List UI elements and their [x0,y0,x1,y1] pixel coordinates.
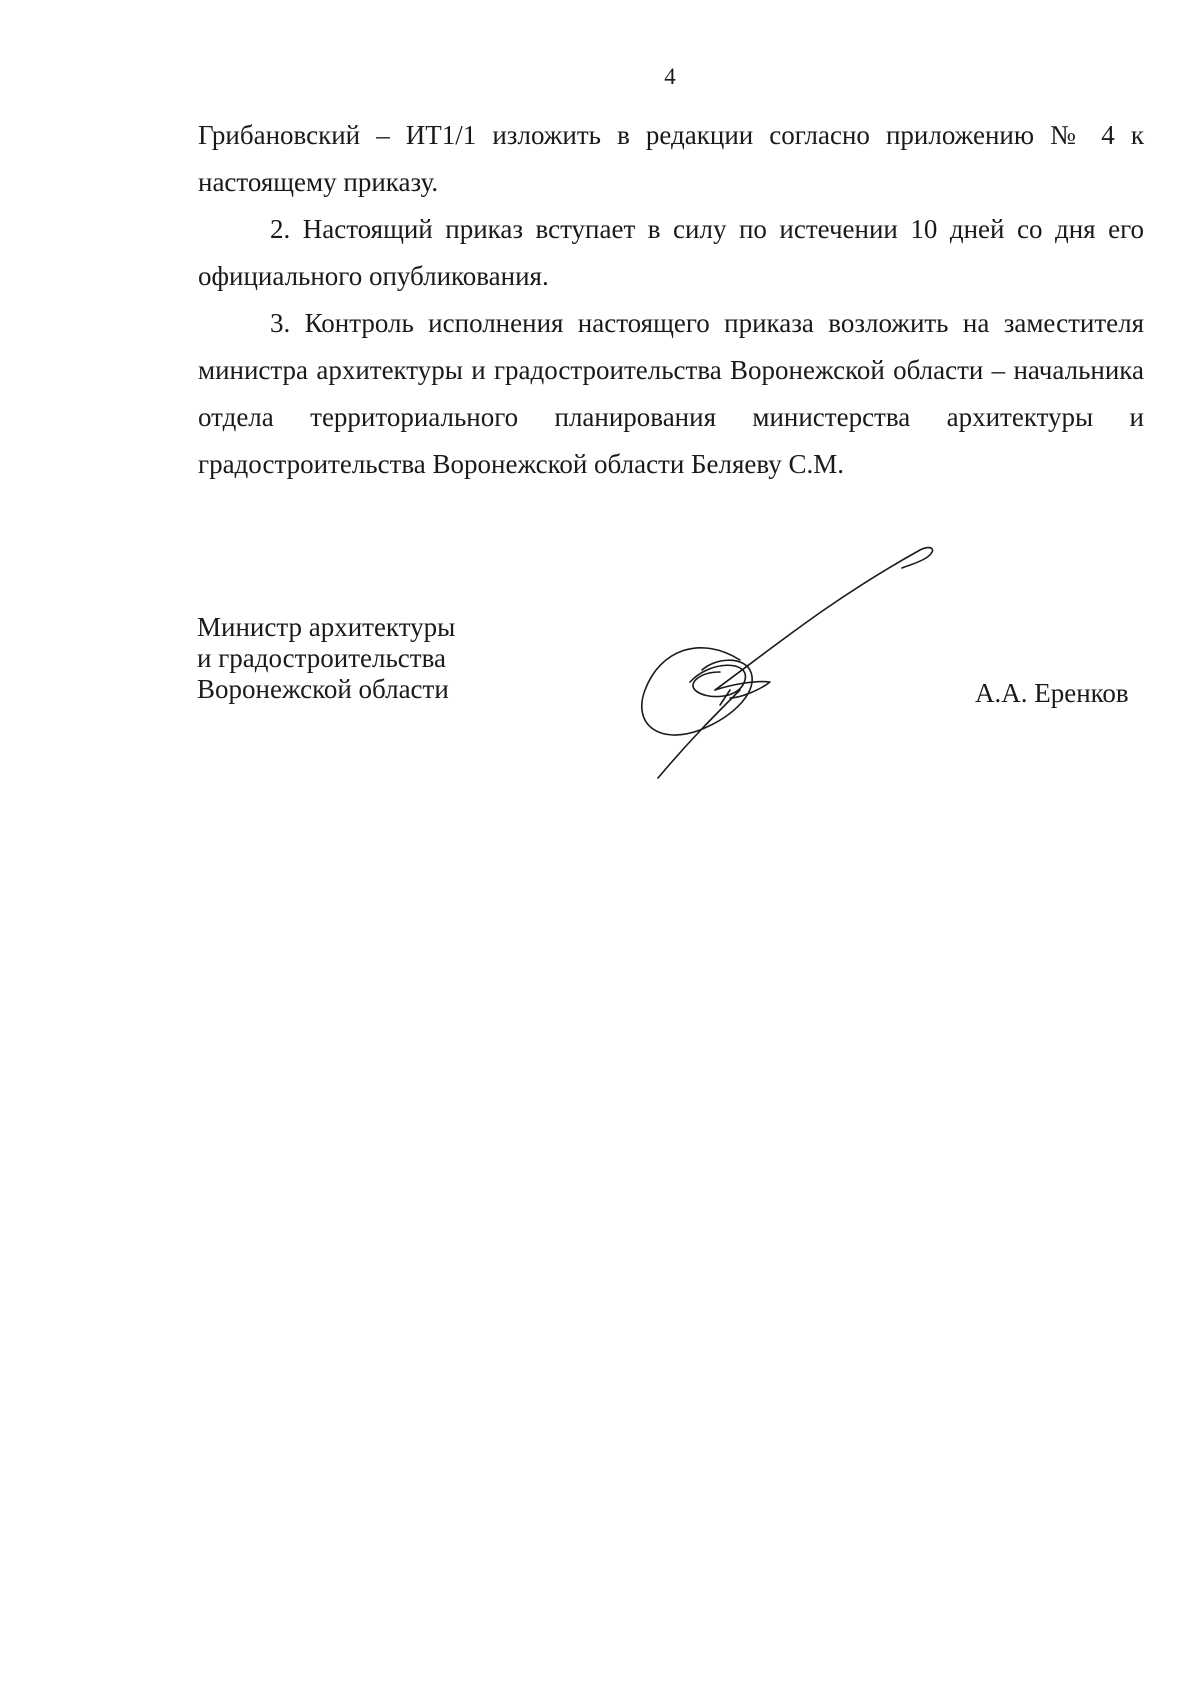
signatory-title-line: Воронежской области [197,674,449,704]
page-number: 4 [664,64,676,89]
signatory-name: А.А. Еренков [975,678,1129,708]
signatory-title [197,612,455,705]
signatory-title-line: и градостроительства [197,643,446,673]
document-body [198,112,1144,488]
signatory-title-line: Министр архитектуры [197,612,456,642]
handwritten-signature-icon [620,540,960,790]
paragraph-effective-date: 2. Настоящий приказ вступает в силу по истечении 10 дней со дня его официального опубликования. [198,214,1144,291]
paragraph-control: 3. Контроль исполнения настоящего приказа возложить на заместителя министра архитектуры и градостроительства Воронежской области – начальника отдела территориального планирования министерства архитектуры и градостроительства Воронежской области Беляеву С.М. [198,308,1144,479]
paragraph-continuation: Грибановский – ИТ1/1 изложить в редакции согласно приложению № 4 к настоящему приказу. [198,120,1144,197]
